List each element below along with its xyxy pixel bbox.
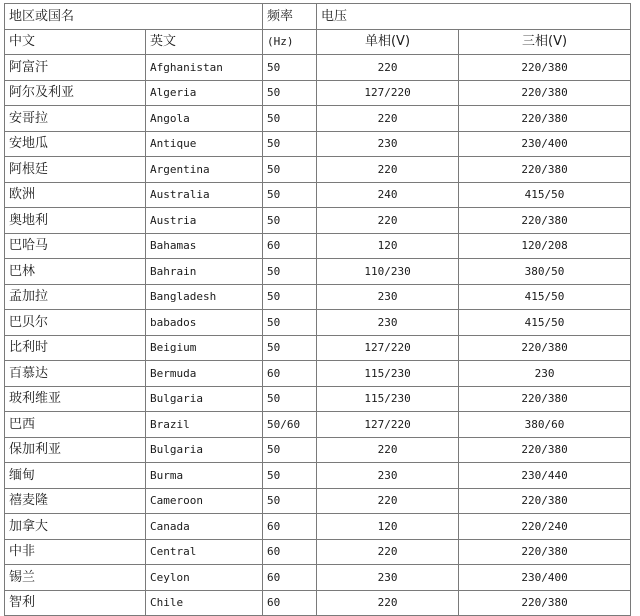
frequency-cell: 50	[263, 106, 317, 132]
region-header: 地区或国名	[5, 4, 263, 30]
frequency-cell: 50	[263, 310, 317, 336]
three-phase-cell: 230/440	[459, 463, 631, 489]
frequency-cell: 50	[263, 157, 317, 183]
single-phase-cell: 230	[317, 310, 459, 336]
table-row	[5, 488, 631, 514]
table-row	[5, 437, 631, 463]
frequency-cell: 50	[263, 182, 317, 208]
english-name-cell: Antique	[146, 131, 263, 157]
three-phase-cell: 220/380	[459, 157, 631, 183]
header-row-1	[5, 4, 631, 30]
frequency-cell: 60	[263, 539, 317, 565]
chinese-name-cell: 巴林	[5, 259, 146, 285]
voltage-table	[4, 3, 631, 616]
chinese-name-cell: 巴贝尔	[5, 310, 146, 336]
chinese-name-header: 中文	[5, 29, 146, 55]
three-phase-cell: 230/400	[459, 131, 631, 157]
english-name-cell: Burma	[146, 463, 263, 489]
chinese-name-cell: 奥地利	[5, 208, 146, 234]
english-name-cell: Central	[146, 539, 263, 565]
three-phase-cell: 230	[459, 361, 631, 387]
single-phase-cell: 127/220	[317, 412, 459, 438]
three-phase-cell: 415/50	[459, 284, 631, 310]
table-row	[5, 514, 631, 540]
single-phase-cell: 115/230	[317, 361, 459, 387]
chinese-name-cell: 阿富汗	[5, 55, 146, 81]
english-name-cell: Australia	[146, 182, 263, 208]
frequency-cell: 50	[263, 335, 317, 361]
frequency-cell: 60	[263, 361, 317, 387]
table-row	[5, 565, 631, 591]
three-phase-cell: 220/380	[459, 488, 631, 514]
table-row	[5, 539, 631, 565]
table-row	[5, 259, 631, 285]
single-phase-cell: 127/220	[317, 80, 459, 106]
english-name-cell: Bulgaria	[146, 437, 263, 463]
chinese-name-cell: 巴西	[5, 412, 146, 438]
chinese-name-cell: 安地瓜	[5, 131, 146, 157]
three-phase-cell: 230/400	[459, 565, 631, 591]
frequency-cell: 60	[263, 565, 317, 591]
english-name-cell: Canada	[146, 514, 263, 540]
frequency-cell: 50	[263, 284, 317, 310]
chinese-name-cell: 缅甸	[5, 463, 146, 489]
frequency-cell: 50	[263, 259, 317, 285]
frequency-cell: 60	[263, 514, 317, 540]
three-phase-cell: 220/380	[459, 106, 631, 132]
english-name-cell: Angola	[146, 106, 263, 132]
table-row	[5, 463, 631, 489]
frequency-cell: 50	[263, 386, 317, 412]
frequency-header: 频率	[263, 4, 317, 30]
three-phase-cell: 220/380	[459, 386, 631, 412]
three-phase-cell: 415/50	[459, 182, 631, 208]
single-phase-cell: 120	[317, 233, 459, 259]
hz-unit-header: (Hz)	[263, 29, 317, 55]
english-name-cell: Ceylon	[146, 565, 263, 591]
table-row	[5, 335, 631, 361]
table-row	[5, 157, 631, 183]
frequency-cell: 50/60	[263, 412, 317, 438]
english-name-cell: Afghanistan	[146, 55, 263, 81]
chinese-name-cell: 阿尔及利亚	[5, 80, 146, 106]
english-name-cell: Beigium	[146, 335, 263, 361]
english-name-cell: Cameroon	[146, 488, 263, 514]
english-name-cell: Chile	[146, 590, 263, 616]
english-name-cell: Austria	[146, 208, 263, 234]
chinese-name-cell: 禧麦隆	[5, 488, 146, 514]
three-phase-cell: 220/380	[459, 208, 631, 234]
single-phase-cell: 220	[317, 590, 459, 616]
single-phase-cell: 230	[317, 565, 459, 591]
chinese-name-cell: 加拿大	[5, 514, 146, 540]
single-phase-cell: 220	[317, 157, 459, 183]
three-phase-cell: 220/380	[459, 80, 631, 106]
single-phase-cell: 220	[317, 488, 459, 514]
single-phase-cell: 220	[317, 437, 459, 463]
voltage-header: 电压	[317, 4, 631, 30]
frequency-cell: 60	[263, 590, 317, 616]
three-phase-cell: 220/380	[459, 539, 631, 565]
chinese-name-cell: 百慕达	[5, 361, 146, 387]
chinese-name-cell: 保加利亚	[5, 437, 146, 463]
table-row	[5, 310, 631, 336]
frequency-cell: 50	[263, 437, 317, 463]
single-phase-cell: 230	[317, 131, 459, 157]
chinese-name-cell: 智利	[5, 590, 146, 616]
three-phase-cell: 220/380	[459, 55, 631, 81]
single-phase-cell: 120	[317, 514, 459, 540]
english-name-cell: Brazil	[146, 412, 263, 438]
single-phase-cell: 220	[317, 539, 459, 565]
single-phase-cell: 110/230	[317, 259, 459, 285]
three-phase-header: 三相(V)	[459, 29, 631, 55]
chinese-name-cell: 锡兰	[5, 565, 146, 591]
english-name-cell: Algeria	[146, 80, 263, 106]
three-phase-cell: 220/380	[459, 590, 631, 616]
chinese-name-cell: 孟加拉	[5, 284, 146, 310]
single-phase-cell: 230	[317, 463, 459, 489]
table-row	[5, 412, 631, 438]
three-phase-cell: 415/50	[459, 310, 631, 336]
frequency-cell: 60	[263, 233, 317, 259]
single-phase-cell: 115/230	[317, 386, 459, 412]
chinese-name-cell: 巴哈马	[5, 233, 146, 259]
table-row	[5, 80, 631, 106]
table-row	[5, 106, 631, 132]
three-phase-cell: 220/380	[459, 335, 631, 361]
frequency-cell: 50	[263, 463, 317, 489]
chinese-name-cell: 比利时	[5, 335, 146, 361]
english-name-cell: Bahrain	[146, 259, 263, 285]
table-row	[5, 55, 631, 81]
table-row	[5, 208, 631, 234]
english-name-cell: babados	[146, 310, 263, 336]
chinese-name-cell: 玻利维亚	[5, 386, 146, 412]
single-phase-cell: 220	[317, 208, 459, 234]
english-name-cell: Bulgaria	[146, 386, 263, 412]
three-phase-cell: 220/240	[459, 514, 631, 540]
single-phase-cell: 220	[317, 55, 459, 81]
table-row	[5, 590, 631, 616]
english-name-cell: Bangladesh	[146, 284, 263, 310]
chinese-name-cell: 中非	[5, 539, 146, 565]
frequency-cell: 50	[263, 80, 317, 106]
table-row	[5, 182, 631, 208]
header-row-2	[5, 29, 631, 55]
three-phase-cell: 120/208	[459, 233, 631, 259]
frequency-cell: 50	[263, 488, 317, 514]
table-row	[5, 361, 631, 387]
table-row	[5, 386, 631, 412]
three-phase-cell: 380/60	[459, 412, 631, 438]
english-name-cell: Argentina	[146, 157, 263, 183]
three-phase-cell: 380/50	[459, 259, 631, 285]
chinese-name-cell: 安哥拉	[5, 106, 146, 132]
single-phase-cell: 220	[317, 106, 459, 132]
english-name-cell: Bermuda	[146, 361, 263, 387]
single-phase-header: 单相(V)	[317, 29, 459, 55]
single-phase-cell: 127/220	[317, 335, 459, 361]
english-name-header: 英文	[146, 29, 263, 55]
single-phase-cell: 230	[317, 284, 459, 310]
frequency-cell: 50	[263, 55, 317, 81]
english-name-cell: Bahamas	[146, 233, 263, 259]
chinese-name-cell: 阿根廷	[5, 157, 146, 183]
frequency-cell: 50	[263, 208, 317, 234]
table-row	[5, 131, 631, 157]
frequency-cell: 50	[263, 131, 317, 157]
single-phase-cell: 240	[317, 182, 459, 208]
three-phase-cell: 220/380	[459, 437, 631, 463]
table-row	[5, 284, 631, 310]
table-row	[5, 233, 631, 259]
chinese-name-cell: 欧洲	[5, 182, 146, 208]
